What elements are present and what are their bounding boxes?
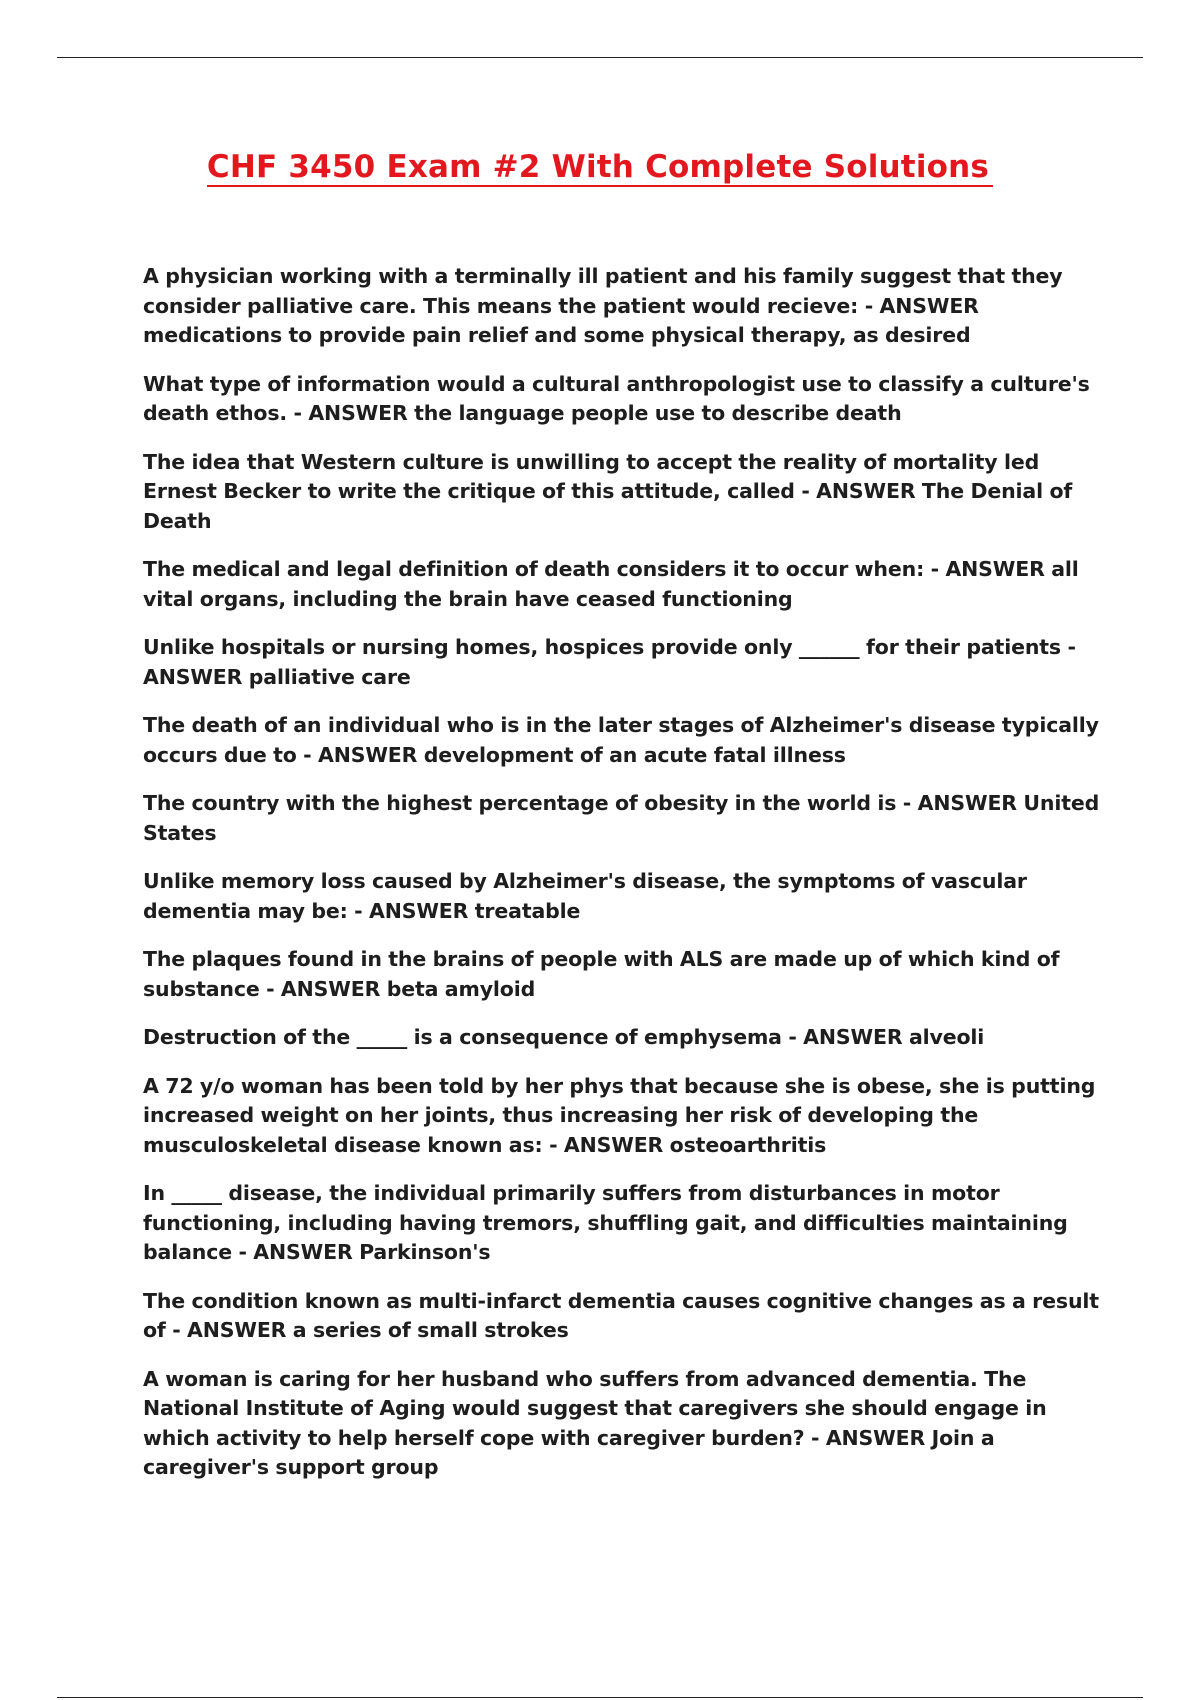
top-rule bbox=[57, 57, 1143, 58]
qa-item-8: Unlike memory loss caused by Alzheimer's disease, the symptoms of vascular dementia may be: - ANSWER treatable bbox=[143, 869, 1027, 923]
page-title-text: CHF 3450 Exam #2 With Complete Solutions bbox=[207, 149, 993, 187]
qa-item-13: The condition known as multi-infarct dementia causes cognitive changes as a result of - ANSWER a series of small strokes bbox=[143, 1288, 1099, 1342]
qa-item-12: In _____ disease, the individual primarily suffers from disturbances in motor functioning, including having tremors, shuffling gait, and difficulties maintaining balance - ANSWER Parkinson's bbox=[143, 1181, 1068, 1264]
bottom-rule bbox=[57, 1697, 1143, 1698]
qa-item-3: The idea that Western culture is unwilling to accept the reality of mortality led Ernest Becker to write the critique of this attitude, called - ANSWER The Denial of Death bbox=[143, 449, 1073, 533]
qa-item-10: Destruction of the _____ is a consequence of emphysema - ANSWER alveoli bbox=[143, 1025, 985, 1049]
qa-item-6: The death of an individual who is in the later stages of Alzheimer's disease typically occurs due to - ANSWER development of an acute fatal illness bbox=[143, 713, 1099, 767]
qa-item-9: The plaques found in the brains of people with ALS are made up of which kind of substance - ANSWER beta amyloid bbox=[143, 947, 1060, 1001]
qa-item-2: What type of information would a cultural anthropologist use to classify a culture's death ethos. - ANSWER the language people use to describe death bbox=[143, 371, 1090, 425]
qa-item-5: Unlike hospitals or nursing homes, hospices provide only ______ for their patients - ANSWER palliative care bbox=[143, 635, 1076, 689]
qa-item-1: A physician working with a terminally ill patient and his family suggest that they consider palliative care. This means the patient would recieve: - ANSWER medications to provide pain relief and some physical therapy, as desired bbox=[143, 264, 1063, 347]
qa-item-7: The country with the highest percentage of obesity in the world is - ANSWER United States bbox=[143, 791, 1100, 845]
qa-list bbox=[143, 262, 1103, 1502]
qa-item-14: A woman is caring for her husband who suffers from advanced dementia. The National Institute of Aging would suggest that caregivers she should engage in which activity to help herself cope with caregiver burden? - ANSWER Join a caregiver's support group bbox=[143, 1366, 1047, 1479]
qa-item-4: The medical and legal definition of death considers it to occur when: - ANSWER all vital organs, including the brain have ceased functioning bbox=[143, 557, 1079, 611]
page-title bbox=[0, 145, 1200, 189]
qa-item-11: A 72 y/o woman has been told by her phys that because she is obese, she is putting increased weight on her joints, thus increasing her risk of developing the musculoskeletal disease known as: - ANSWER osteoarthritis bbox=[143, 1073, 1096, 1157]
